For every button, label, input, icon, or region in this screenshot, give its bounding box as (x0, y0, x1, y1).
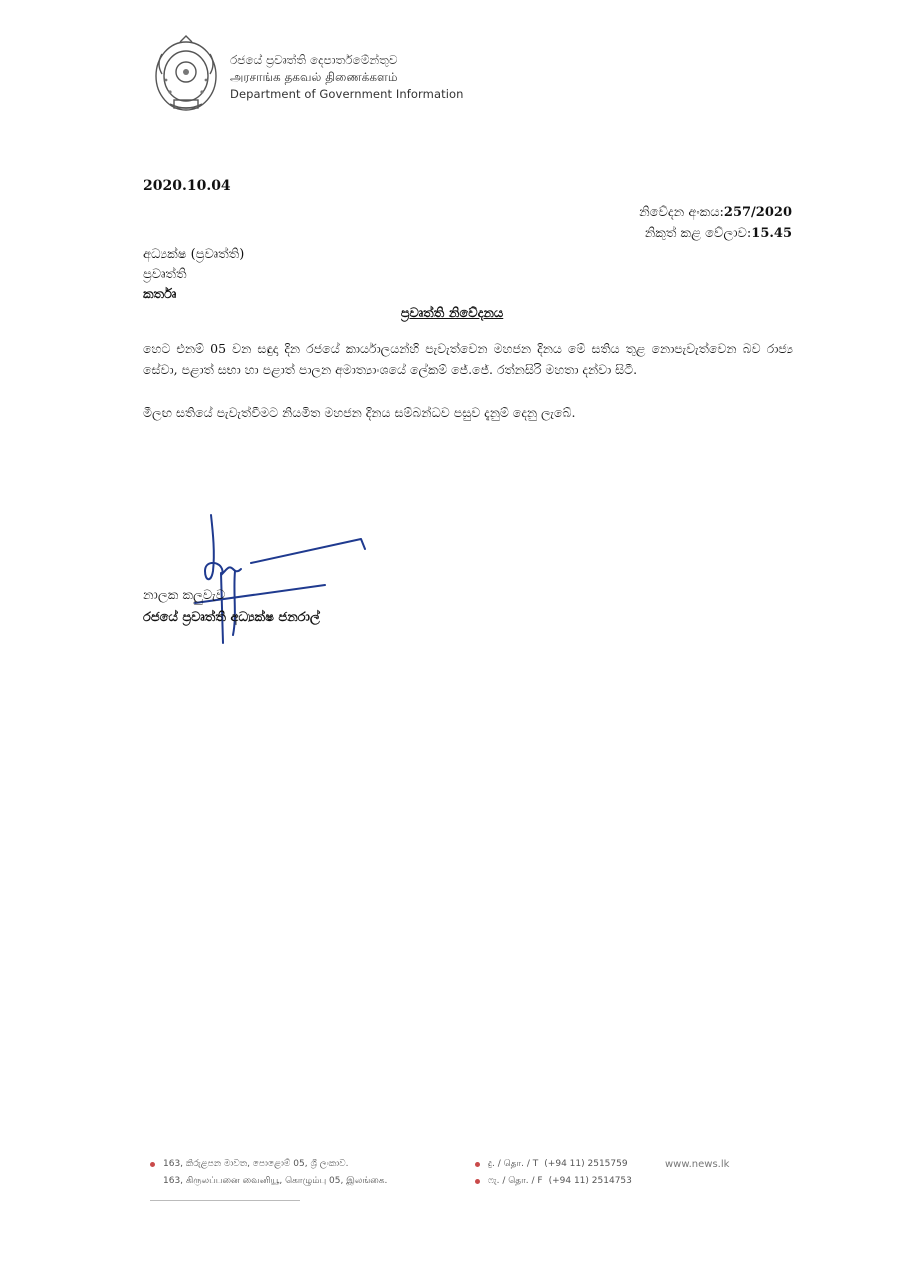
recipient-block (143, 245, 244, 305)
footer-phone-value: (+94 11) 2515759 (544, 1159, 628, 1169)
body-paragraph-2: මීලඟ සතියේ පැවැත්වීමට නියමිත මහජන දිනය සම්බන්ධව පසුව දැනුම් දෙනු ලැබේ. (143, 405, 576, 420)
signatory-block (143, 585, 320, 629)
letterhead-footer (150, 1156, 750, 1204)
bullet-icon (475, 1179, 480, 1184)
spacer (150, 1179, 155, 1184)
bullet-icon (150, 1162, 155, 1167)
document-date: 2020.10.04 (143, 178, 231, 194)
footer-fax-value: (+94 11) 2514753 (548, 1176, 632, 1186)
footer-contact (475, 1156, 632, 1190)
footer-address (150, 1156, 387, 1190)
footer-fax-label: ෆැ. / தொ. / F (488, 1176, 543, 1186)
letterhead (150, 34, 490, 118)
footer-website[interactable]: www.news.lk (665, 1159, 730, 1170)
signatory-title: රජයේ ප්‍රවෘත්ති අධ්‍යක්ෂ ජනරාල් (143, 610, 320, 625)
release-number-label: නිවේදන අංකය: (639, 205, 724, 220)
document-heading (0, 302, 904, 321)
issue-time-value: 15.45 (751, 226, 792, 241)
heading-text: ප්‍රවෘත්ති නිවේදනය (400, 306, 504, 321)
footer-address-line-2: 163, கிருலப்பனை வைனியூ, கொழும்பு 05, இலங்கை. (163, 1176, 388, 1186)
footer-divider (150, 1200, 300, 1201)
signature-area (115, 495, 335, 665)
bullet-icon (475, 1162, 480, 1167)
recipient-line-2-prefix: ප්‍රවෘත්ති (143, 267, 187, 282)
recipient-line-2 (143, 265, 244, 305)
issue-time-label: නිකුත් කළ වේලාව: (644, 226, 752, 241)
release-number-value: 257/2020 (723, 205, 792, 220)
signatory-name: නාලක කලුවැව (143, 588, 226, 603)
issue-time (639, 223, 792, 244)
release-number (639, 202, 792, 223)
body-paragraph-1: හෙට එනම් 05 වන සඳුදා දින රජයේ කාර්යාලයන්හි පැවැත්වෙන මහජන දිනය මේ සතිය තුළ නොපැවැත්වෙන බව රාජ්‍ය සේවා, පළාත් සභා හා පළාත් පාලන අමාත්‍යාංශයේ ලේකම් ජේ.ජේ. රත්නසිරි මහතා දන්වා සිටී. (143, 341, 793, 377)
document-body (143, 338, 793, 445)
letterhead-english: Department of Government Information (230, 87, 464, 101)
sri-lanka-emblem-icon (150, 34, 222, 116)
footer-address-line-1: 163, කිරුළපන මාවත, පොළොම් 05, ශ්‍රී ලංකාව. (163, 1159, 349, 1169)
letterhead-sinhala: රජයේ ප්‍රවෘත්ති දෙපාර්තමේන්තුව (230, 53, 398, 67)
footer-phone-label: දු. / தொ. / T (488, 1159, 539, 1169)
reference-block (639, 202, 792, 244)
letterhead-tamil: அரசாங்க தகவல் திணைக்களம் (230, 70, 398, 84)
recipient-line-1: අධ්‍යක්ෂ (ප්‍රවෘත්ති) (143, 247, 245, 262)
recipient-line-2-bold: කර්තෘ (143, 287, 177, 302)
